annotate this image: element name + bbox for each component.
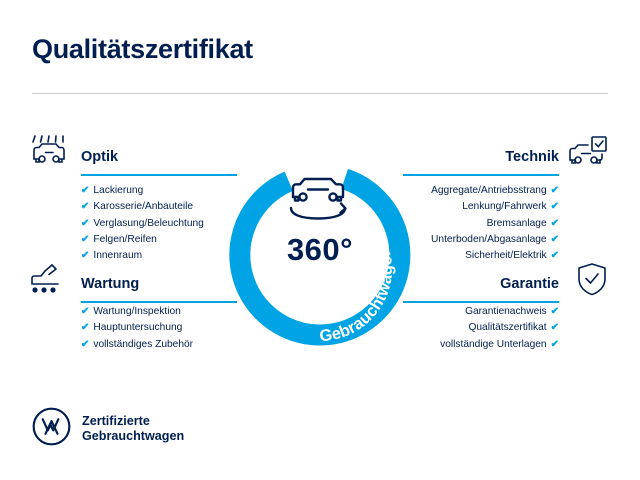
check-icon: ✔	[81, 250, 90, 262]
badge-360-check	[225, 160, 415, 350]
list-item-label: Lenkung/Fahrwerk	[462, 201, 547, 213]
check-icon: ✔	[550, 201, 559, 213]
check-icon: ✔	[81, 201, 90, 213]
list-item-label: Lackierung	[93, 185, 144, 196]
list-item-label: Felgen/Reifen	[93, 233, 157, 245]
list-item-label: Wartung/Inspektion	[93, 306, 181, 317]
check-icon: ✔	[550, 185, 559, 196]
check-icon: ✔	[81, 217, 90, 229]
list-item-label: Unterboden/Abgasanlage	[431, 233, 547, 245]
page-title: Qualitätszertifikat	[32, 34, 253, 64]
section-underline-optik	[81, 174, 237, 176]
section-underline-garantie	[403, 301, 559, 303]
list-item-label: Bremsanlage	[486, 217, 547, 229]
list-item-label: Innenraum	[93, 250, 143, 262]
list-item-label: Karosserie/Anbauteile	[93, 201, 194, 213]
list-item	[81, 232, 204, 248]
section-heading-garantie: Garantie	[500, 276, 559, 292]
badge-degrees: 360°	[286, 232, 354, 267]
car-check-icon	[567, 136, 611, 168]
check-icon: ✔	[81, 185, 90, 196]
vw-logo-icon	[32, 407, 71, 451]
list-item-label: vollständiges Zubehör	[93, 338, 194, 350]
list-item	[81, 248, 204, 264]
list-item	[81, 216, 204, 232]
list-item-label: Sicherheit/Elektrik	[465, 250, 547, 262]
section-list-optik	[81, 183, 204, 264]
check-icon: ✔	[550, 217, 559, 229]
check-icon: ✔	[550, 306, 559, 317]
list-item	[81, 304, 193, 320]
title-divider	[32, 93, 608, 94]
section-heading-optik: Optik	[81, 149, 119, 165]
check-icon: ✔	[81, 322, 90, 334]
shield-check-icon	[575, 262, 611, 298]
section-underline-technik	[403, 174, 559, 176]
list-item-label: Hauptuntersuchung	[93, 322, 183, 334]
list-item	[81, 337, 193, 353]
list-item	[81, 183, 204, 199]
list-item-label: vollständige Unterlagen	[440, 338, 547, 350]
check-icon: ✔	[81, 338, 90, 350]
check-icon: ✔	[550, 233, 559, 245]
check-icon: ✔	[550, 250, 559, 262]
footer-line-2: Gebrauchtwagen	[82, 429, 185, 443]
list-item	[81, 199, 204, 215]
badge-arc-label: Gebrauchtwagen-Check	[318, 200, 397, 346]
check-icon: ✔	[550, 338, 559, 350]
list-item-label: Qualitätszertifikat	[468, 322, 547, 334]
list-item	[81, 320, 193, 336]
section-heading-technik: Technik	[505, 149, 559, 165]
section-list-wartung	[81, 304, 193, 353]
section-underline-wartung	[81, 301, 237, 303]
footer-brand	[32, 407, 184, 451]
list-item-label: Garantienachweis	[465, 306, 547, 317]
car-wash-icon	[28, 134, 72, 168]
section-heading-wartung: Wartung	[81, 276, 140, 292]
footer-text	[82, 414, 184, 445]
service-tools-icon	[28, 262, 72, 298]
check-icon: ✔	[81, 233, 90, 245]
check-icon: ✔	[81, 306, 90, 317]
check-icon: ✔	[550, 322, 559, 334]
list-item-label: Verglasung/Beleuchtung	[93, 217, 204, 229]
footer-line-1: Zertifizierte	[82, 413, 150, 428]
list-item-label: Aggregate/Antriebsstrang	[431, 185, 547, 196]
